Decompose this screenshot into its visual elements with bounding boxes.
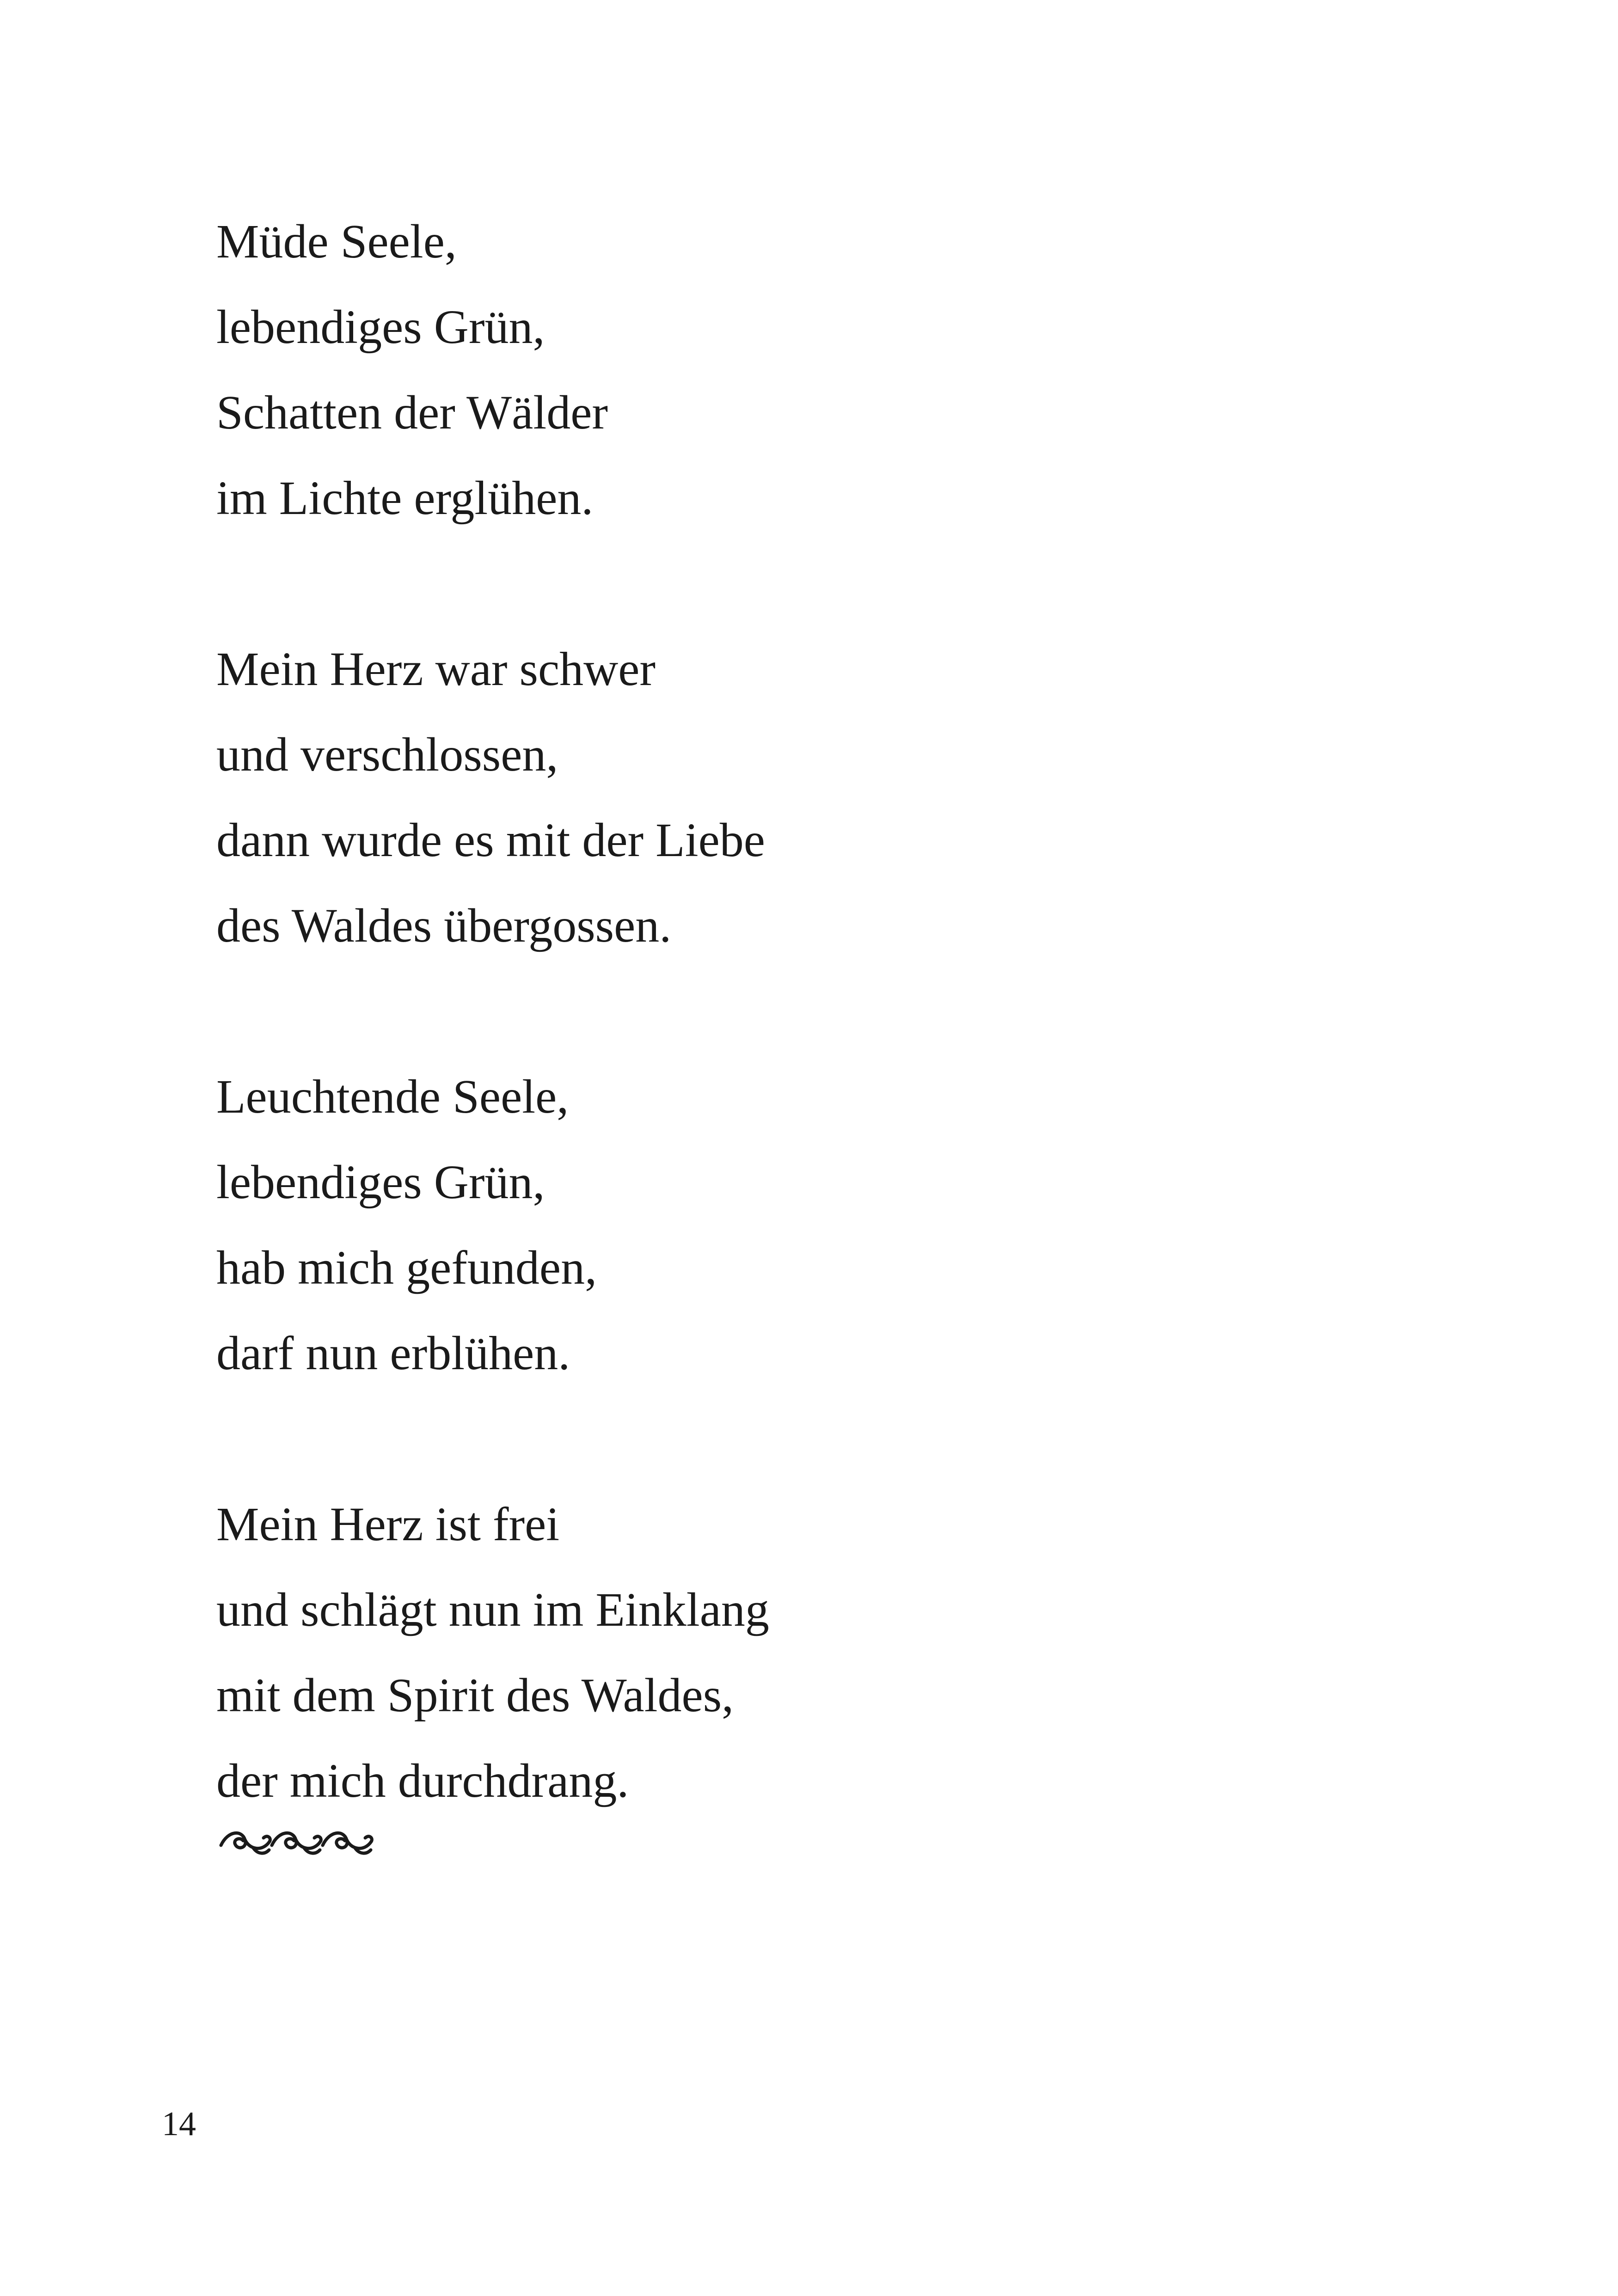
- poem-line: mit dem Spirit des Waldes,: [216, 1669, 734, 1722]
- swirl-motif: [221, 1833, 270, 1848]
- stanza-1: [216, 199, 1465, 541]
- stanza-3: [216, 1054, 1465, 1396]
- poem-line: und schlägt nun im Einklang: [216, 1583, 769, 1636]
- swirl-motif: [323, 1833, 372, 1848]
- poem-line: lebendiges Grün,: [216, 300, 545, 354]
- poem-line: hab mich gefunden,: [216, 1241, 597, 1294]
- poem-line: darf nun erblühen.: [216, 1327, 570, 1380]
- poem-line: und verschlossen,: [216, 728, 558, 781]
- poem-line: der mich durchdrang.: [216, 1754, 629, 1807]
- poem-line: Leuchtende Seele,: [216, 1070, 569, 1123]
- poem-line: dann wurde es mit der Liebe: [216, 814, 765, 867]
- poem-line: Mein Herz war schwer: [216, 643, 656, 696]
- poem-line: des Waldes übergossen.: [216, 899, 672, 952]
- page-number: 14: [162, 2105, 196, 2143]
- poem-line: im Lichte erglühen.: [216, 471, 594, 525]
- poem-line: Müde Seele,: [216, 215, 457, 268]
- stanza-2: [216, 626, 1465, 968]
- poem: [216, 199, 1465, 1824]
- stanza-4: [216, 1482, 1465, 1824]
- poem-line: Mein Herz ist frei: [216, 1498, 560, 1551]
- swirl-ornament-icon: [216, 1821, 383, 1858]
- poem-line: Schatten der Wälder: [216, 386, 608, 439]
- swirl-motif: [272, 1833, 321, 1848]
- poem-line: lebendiges Grün,: [216, 1156, 545, 1209]
